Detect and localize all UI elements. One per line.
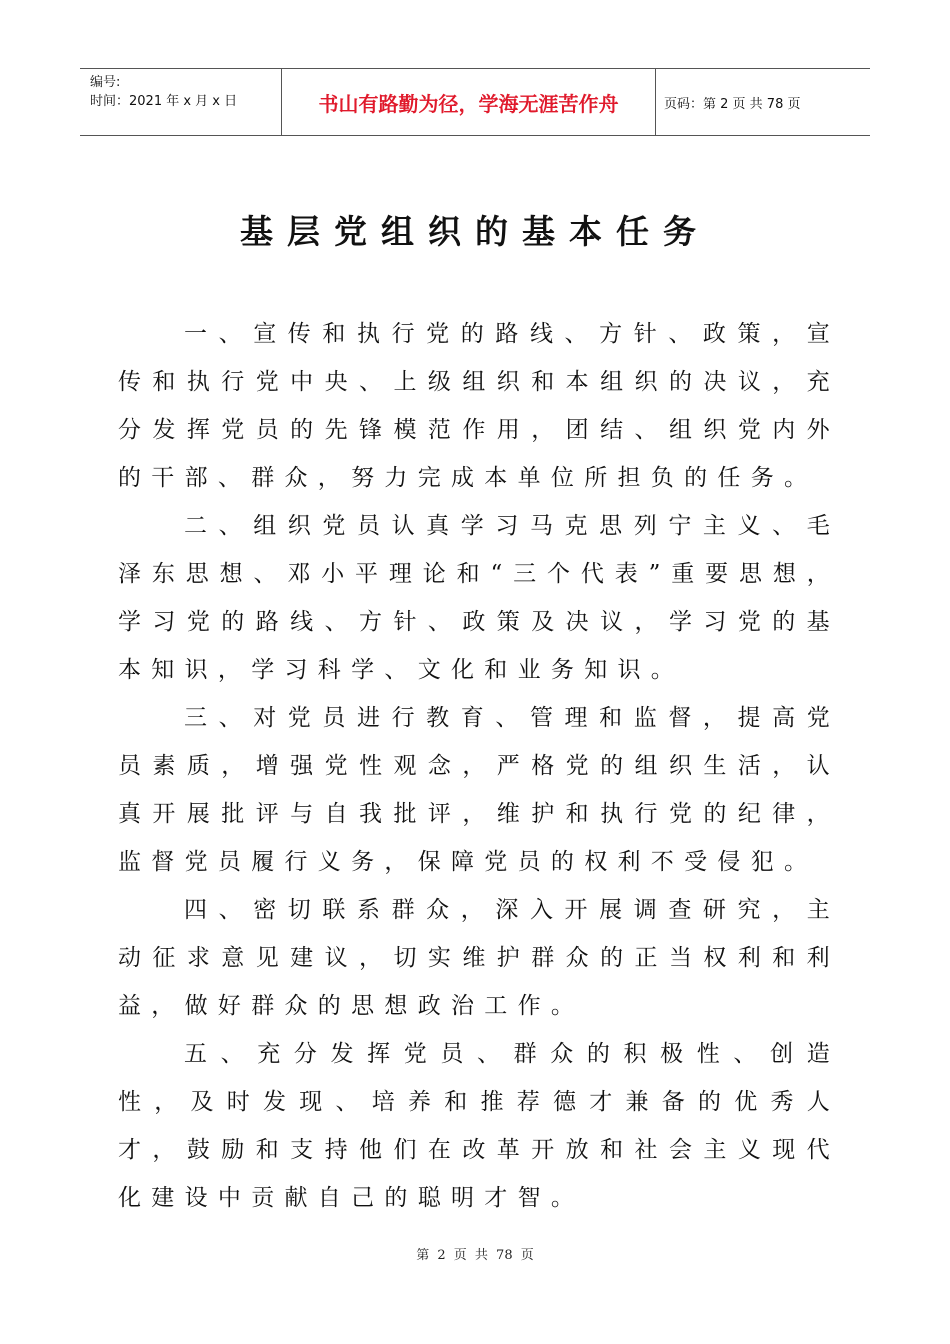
paragraph-3: 三、对党员进行教育、管理和监督，提高党员素质，增强党性观念，严格党的组织生活，认真开展批评与自我批评，维护和执行党的纪律，监督党员履行义务，保障党员的权利不受侵犯。	[118, 705, 840, 875]
paragraph-4: 四、密切联系群众，深入开展调查研究，主动征求意见建议，切实维护群众的正当权利和利益，做好群众的思想政治工作。	[118, 897, 840, 1019]
paragraph-1: 一、宣传和执行党的路线、方针、政策，宣传和执行党中央、上级组织和本组织的决议，充分发挥党员的先锋模范作用，团结、组织党内外的干部、群众，努力完成本单位所担负的任务。	[118, 321, 840, 491]
document-title: 基层党组织的基本任务	[240, 212, 710, 251]
page-label: 页码：第 2 页 共 78 页	[664, 96, 801, 112]
header-meta-cell	[80, 69, 282, 135]
page-footer: 第 2 页 共 78 页	[416, 1248, 534, 1263]
number-label: 编号:	[90, 75, 121, 90]
header-page-cell	[656, 69, 870, 135]
document-header	[80, 68, 870, 136]
header-motto-cell	[282, 69, 656, 135]
paragraph-2: 二、组织党员认真学习马克思列宁主义、毛泽东思想、邓小平理论和“三个代表”重要思想，学习党的路线、方针、政策及决议，学习党的基本知识，学习科学、文化和业务知识。	[118, 513, 840, 683]
paragraph-5: 五、充分发挥党员、群众的积极性、创造性，及时发现、培养和推荐德才兼备的优秀人才，鼓励和支持他们在改革开放和社会主义现代化建设中贡献自己的聪明才智。	[118, 1041, 840, 1211]
time-label: 时间：2021 年 x 月 x 日	[90, 94, 238, 109]
motto-text: 书山有路勤为径，学海无涯苦作舟	[318, 91, 619, 116]
document-body	[118, 310, 840, 1222]
